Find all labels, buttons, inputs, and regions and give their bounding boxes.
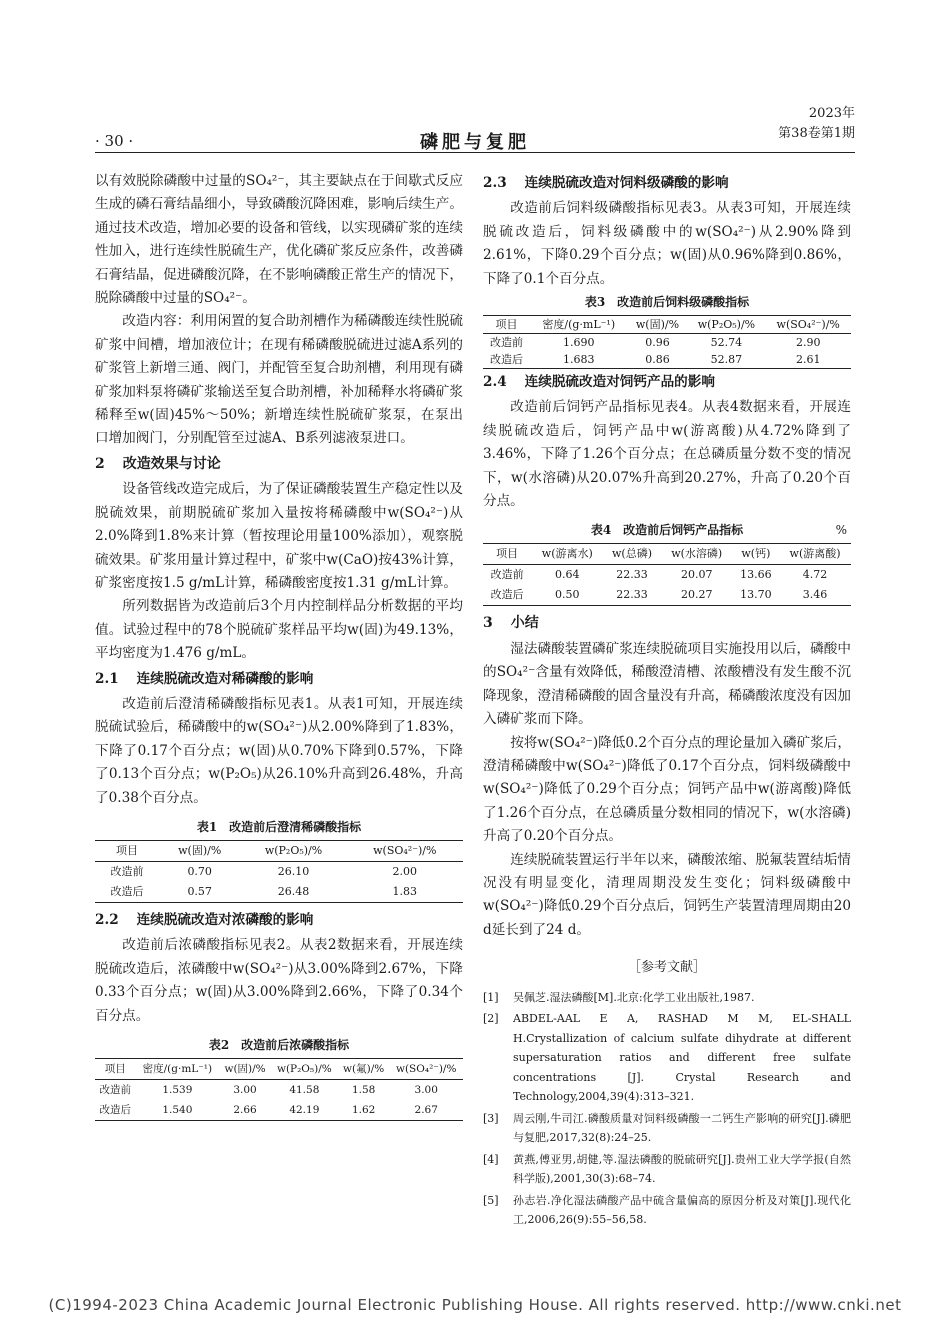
table-row: 改造前 0.64 22.33 20.07 13.66 4.72 (490, 568, 828, 582)
table-caption: 表3 改造前后饲料级磷酸指标 (584, 295, 750, 310)
paragraph: 改造前后浓磷酸指标见表2。从表2数据来看，开展连续脱硫改造后，浓磷酸中w(SO₄²⁻)从3.00%降到2.67%，下降0.33个百分点；w(固)从3.00%降到2.66%，下降了0.34个百分点。 (95, 937, 463, 1024)
references-title: ［参考文献］ (627, 960, 706, 976)
reference-item: [3] 周云刚,牛司江.磷酸质量对饲料级磷酸一二钙生产影响的研究[J].磷肥与复肥,2017,32(8):24–25. (483, 1111, 851, 1145)
issue-info (778, 104, 855, 144)
table-4: 项目 w(游离水) w(总磷) w(水溶磷) w(钙) w(游离酸) 改造前 0.64 22.33 20.07 13.66 4.72 改造后 0.50 22.33 20.27 13.70 3.46 (483, 543, 851, 606)
issue-volume: 第38卷第1期 (778, 126, 855, 141)
table-header: w(固)/% (178, 843, 222, 857)
table-row: 改造后 0.50 22.33 20.27 13.70 3.46 (483, 585, 851, 606)
right-column (483, 170, 851, 1232)
section-heading: 3 小结 (483, 615, 539, 632)
subsection-heading: 2.2 连续脱硫改造对浓磷酸的影响 (95, 911, 314, 928)
table-header: 项目 (115, 843, 138, 857)
paragraph: 所列数据皆为改造前后3个月内控制样品分析数据的平均值。试验过程中的78个脱硫矿浆样品平均w(固)为49.13%，平均密度为1.476 g/mL。 (95, 598, 463, 662)
table-3: 项目 密度/(g·mL⁻¹) w(固)/% w(P₂O₅)/% w(SO₄²⁻)/% 改造前 1.690 0.96 52.74 2.90 改造后 1.683 0.86 52.87 2.61 (483, 315, 851, 369)
paragraph: 改造前后饲钙产品指标见表4。从表4数据来看，开展连续脱硫改造后，饲钙产品中w(游离酸)从4.72%降到了3.46%，下降了1.26个百分点；在总磷质量分数不变的情况下，w(水溶磷)从20.07%升高到20.27%，升高了0.20个百分点。 (483, 399, 851, 510)
table-1 (95, 840, 463, 903)
header-rule (95, 152, 855, 153)
table-caption: 表4 改造前后饲钙产品指标 % (590, 523, 847, 538)
table-2: 项目 密度/(g·mL⁻¹) w(固)/% w(P₂O₅)/% w(氟)/% w(SO₄²⁻)/% 改造前 1.539 3.00 41.58 1.58 3.00 改造后 1.540 2.66 42.19 1.62 2.67 (95, 1058, 463, 1121)
reference-item: [2] ABDEL-AAL E A, RASHAD M M, EL-SHALL H.Crystallization of calcium sulfate dihydrate at different supersaturation ratios and different free sulfate concentrations [J]. Crystal Research and Technology,2004,39(4):313–321. (483, 1012, 851, 1104)
paragraph: 改造前后澄清稀磷酸指标见表1。从表1可知，开展连续脱硫试验后，稀磷酸中的w(SO₄²⁻)从2.00%降到了1.83%，下降了0.17个百分点；w(固)从0.70%下降到0.57%，下降了0.13个百分点；w(P₂O₅)从26.10%升高到26.48%，升高了0.38个百分点。 (95, 695, 463, 806)
paragraph: 改造前后饲料级磷酸指标见表3。从表3可知，开展连续脱硫改造后，饲料级磷酸中的w(SO₄²⁻)从2.90%降到2.61%，下降0.29个百分点；w(固)从0.96%降到0.86%，下降了0.1个百分点。 (483, 200, 851, 287)
table-row: 改造前 0.70 26.10 2.00 (110, 864, 418, 878)
table-caption: 表2 改造前后浓磷酸指标 (208, 1038, 350, 1052)
table-row: 改造后 1.540 2.66 42.19 1.62 2.67 (95, 1100, 463, 1121)
table-row: 改造后 0.57 26.48 1.83 (95, 882, 463, 903)
subsection-heading: 2.3 连续脱硫改造对饲料级磷酸的影响 (483, 175, 729, 191)
copyright-footer: (C)1994-2023 China Academic Journal Electronic Publishing House. All rights reserved. http://www.cnki.net (48, 1296, 902, 1314)
issue-year: 2023年 (808, 106, 855, 121)
table-caption: 表1 改造前后澄清稀磷酸指标 (196, 819, 362, 834)
reference-item: [4] 黄燕,傅亚男,胡健,等.湿法磷酸的脱硫研究[J].贵州工业大学学报(自然科学版),2001,30(3):68–74. (483, 1152, 851, 1186)
references-list (483, 988, 851, 1230)
left-column (95, 170, 463, 1121)
subsection-heading: 2.4 连续脱硫改造对饲钙产品的影响 (483, 374, 715, 391)
paragraph: 设备管线改造完成后，为了保证磷酸装置生产稳定性以及脱硫效果，前期脱硫矿浆加入量按将稀磷酸中w(SO₄²⁻)从2.0%降到1.8%来计算（暂按理论用量100%添加），观察脱硫效果。矿浆用量计算过程中，矿浆中w(CaO)按43%计算，矿浆密度按1.5 g/mL计算，稀磷酸密度按1.31 g/mL计算。 (95, 481, 463, 591)
paragraph: 以有效脱除磷酸中过量的SO₄²⁻，其主要缺点在于间歇式反应生成的磷石膏结晶细小，导致磷酸沉降困难，影响后续生产。通过技术改造，增加必要的设备和管线，以实现磷矿浆的连续性加入，进行连续性脱硫生产，优化磷矿浆反应条件，改善磷石膏结晶，促进磷酸沉降，在不影响磷酸正常生产的情况下，脱除磷酸中过量的SO₄²⁻。 (95, 173, 463, 307)
reference-item: [5] 孙志岩.净化湿法磷酸产品中硫含量偏高的原因分析及对策[J].现代化工,2006,26(9):55–56,58. (483, 1193, 851, 1227)
paragraph: 按将w(SO₄²⁻)降低0.2个百分点的理论量加入磷矿浆后，澄清稀磷酸中w(SO₄²⁻)降低了0.17个百分点，饲料级磷酸中w(SO₄²⁻)降低了0.29个百分点；饲钙产品中w(游离酸)降低了1.26个百分点，在总磷质量分数相同的情况下，w(水溶磷)升高了0.20个百分点。 (483, 734, 851, 845)
table-header: w(P₂O₅)/% (264, 843, 323, 857)
table-row: 改造后 1.683 0.86 52.87 2.61 (483, 351, 851, 369)
page-number: · 30 · (95, 132, 134, 150)
table-unit: % (835, 523, 847, 538)
table-row: 改造前 1.539 3.00 41.58 1.58 3.00 (99, 1084, 438, 1096)
section-heading: 2 改造效果与讨论 (95, 455, 221, 472)
page-header (95, 104, 855, 152)
table-row: 改造前 1.690 0.96 52.74 2.90 (489, 336, 821, 350)
journal-title: 磷肥与复肥 (420, 132, 530, 153)
paragraph: 改造内容：利用闲置的复合助剂槽作为稀磷酸连续性脱硫矿浆中间槽，增加液位计；在现有稀磷酸脱硫进过滤A系列的矿浆管上新增三通、阀门，并配管至复合助剂槽，利用现有磷矿浆加料泵将磷矿浆输送至复合助剂槽，补加稀释水将磷矿浆稀释至w(固)45%～50%；新增连续性脱硫矿浆泵，在泵出口增加阀门，分别配管至过滤A、B系列滤液泵进口。 (95, 313, 463, 447)
subsection-heading: 2.1 连续脱硫改造对稀磷酸的影响 (95, 670, 314, 687)
paragraph: 连续脱硫装置运行半年以来，磷酸浓缩、脱氟装置结垢情况没有明显变化，清理周期没发生变化；饲料级磷酸中w(SO₄²⁻)降低0.29个百分点后，饲钙生产装置清理周期由20 d延长到了24 d。 (483, 851, 851, 938)
reference-item: [1] 吴佩芝.湿法磷酸[M].北京:化学工业出版社,1987. (483, 990, 755, 1004)
paragraph: 湿法磷酸装置磷矿浆连续脱硫项目实施投用以后，磷酸中的SO₄²⁻含量有效降低，稀酸澄清槽、浓酸槽没有发生酸不沉降现象，澄清稀磷酸的固含量没有升高，稀磷酸浓度没有因加入磷矿浆而下降。 (483, 640, 851, 728)
table-header: w(SO₄²⁻)/% (373, 843, 437, 857)
